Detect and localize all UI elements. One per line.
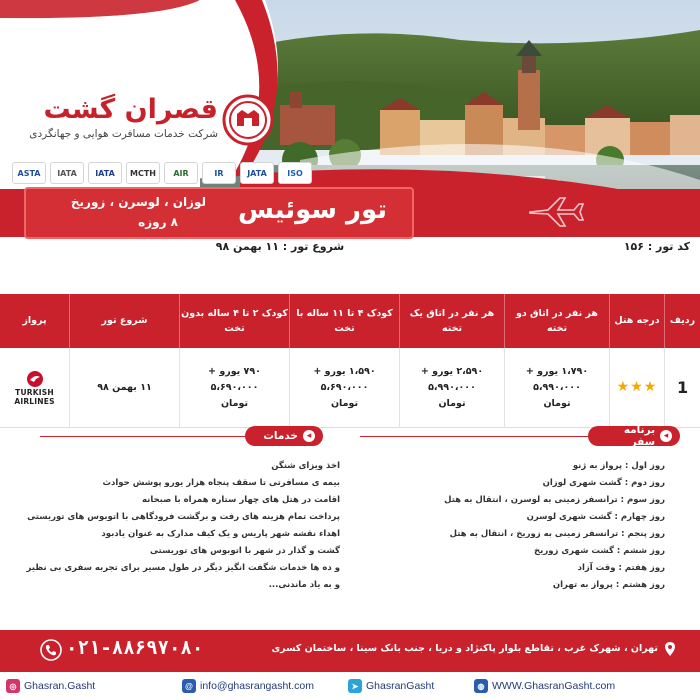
- instagram-icon: ◎: [6, 679, 20, 693]
- list-item: روز هفتم : وقت آزاد: [577, 563, 665, 573]
- badge-aviation-icon: AIR: [164, 162, 198, 184]
- header-grade: درجه هتل: [610, 294, 665, 348]
- list-item: اخذ ویزای شنگن: [271, 461, 340, 471]
- table-header: [0, 294, 700, 348]
- instagram-contact[interactable]: [6, 678, 95, 694]
- globe-icon: ◍: [474, 679, 488, 693]
- list-item: روز هشتم : پرواز به تهران: [552, 580, 665, 590]
- airline-cell: [0, 348, 70, 428]
- tour-cities: لوزان ، لوسرن ، زوریخ: [70, 195, 206, 209]
- tour-duration: ۸ روزه: [138, 215, 178, 229]
- list-item: روز چهارم : گشت شهری لوسرن: [526, 512, 665, 522]
- price-child-4-11: ۱،۵۹۰ یورو + ۵،۶۹۰،۰۰۰ تومان: [290, 348, 400, 428]
- badge-iata-icon: IATA: [50, 162, 84, 184]
- instagram-handle: Ghasran.Gasht: [24, 680, 96, 692]
- arrow-left-icon: ◂: [660, 430, 672, 442]
- header-start: شروع تور: [70, 294, 180, 348]
- header-child-4-11: کودک ۴ تا ۱۱ ساله با تخت: [290, 294, 400, 348]
- email-icon: @: [182, 679, 196, 693]
- header-row: ردیف: [669, 315, 696, 327]
- brand-block: [18, 90, 268, 150]
- price-single: ۲،۵۹۰ یورو + ۵،۹۹۰،۰۰۰ تومان: [400, 348, 505, 428]
- price-double: ۱،۷۹۰ یورو + ۵،۹۹۰،۰۰۰ تومان: [505, 348, 610, 428]
- telegram-contact[interactable]: [348, 678, 434, 694]
- list-item: روز دوم : گشت شهری لوزان: [542, 478, 665, 488]
- header-hero: [0, 0, 700, 215]
- header-double: هر نفر در اتاق دو تخته: [505, 294, 610, 348]
- services-heading: [245, 426, 323, 446]
- tour-title: تور سوئیس: [237, 195, 388, 225]
- tour-start-date: شروع تور : ۱۱ بهمن ۹۸: [215, 240, 345, 253]
- list-item: پرداخت تمام هزینه های رفت و برگشت فرودگاهی با اتوبوس های توریستی: [27, 512, 340, 522]
- airline-name: TURKISH AIRLINES: [14, 388, 55, 406]
- list-item: روز ششم : گشت شهری زوریخ: [534, 546, 665, 556]
- tour-code: کد تور : ۱۵۶: [623, 240, 690, 253]
- list-item: گشت و گذار در شهر با اتوبوس های توریستی: [150, 546, 340, 556]
- website-contact[interactable]: [474, 678, 615, 694]
- list-item: روز اول : پرواز به ژنو: [572, 461, 665, 471]
- email-contact[interactable]: [182, 678, 314, 694]
- program-divider: [360, 436, 588, 437]
- turkish-airlines-icon: [25, 370, 45, 388]
- location-pin-icon: [664, 642, 676, 656]
- header-single: هر نفر در اتاق یک تخته: [400, 294, 505, 348]
- table-row: [0, 348, 700, 428]
- badge-asta-icon: ASTA: [12, 162, 46, 184]
- services-title: خدمات: [263, 430, 298, 442]
- badge-air-icon: IR: [202, 162, 236, 184]
- program-title: برنامه سفر: [623, 424, 656, 448]
- row-index: 1: [676, 378, 689, 398]
- list-item: بیمه ی مسافرتی تا سقف پنجاه هزار یورو پوشش حوادث: [102, 478, 340, 488]
- accreditation-badges: [12, 160, 312, 186]
- brand-emblem-icon: [222, 94, 274, 146]
- phone-icon: [40, 639, 62, 661]
- header-flight: پرواز: [0, 294, 70, 348]
- email-address: info@ghasrangasht.com: [200, 680, 314, 692]
- office-address: تهران ، شهرک غرب ، تقاطع بلوار پاکنژاد و دریا ، جنب بانک سینا ، ساختمان کسری: [271, 643, 658, 654]
- telegram-icon: ➤: [348, 679, 362, 693]
- list-item: روز سوم : ترانسفر زمینی به لوسرن ، انتقال به هتل: [444, 495, 665, 505]
- arrow-left-icon: ◂: [303, 430, 315, 442]
- website-url: WWW.GhasranGasht.com: [492, 680, 616, 692]
- airplane-icon: [526, 194, 586, 230]
- list-item: و به یاد ماندنی...: [268, 580, 340, 590]
- hotel-stars: ★★★: [610, 348, 665, 428]
- airline-logo: [0, 370, 69, 406]
- services-list: [26, 458, 340, 594]
- list-item: روز پنجم : ترانسفر زمینی به زوریخ ، انتقال به هتل: [449, 529, 665, 539]
- badge-ministry-icon: MCTH: [126, 162, 160, 184]
- list-item: اهداء نقشه شهر پاریس و یک کیف مدارک به عنوان یادبود: [101, 529, 340, 539]
- price-child-2-4: ۷۹۰ یورو + ۵،۶۹۰،۰۰۰ تومان: [180, 348, 290, 428]
- start-date-cell: ۱۱ بهمن ۹۸: [70, 348, 180, 428]
- badge-jata-icon: JATA: [240, 162, 274, 184]
- badge-iata-blue-icon: IATA: [88, 162, 122, 184]
- brand-name: قصران گشت: [43, 94, 218, 125]
- services-divider: [40, 436, 245, 437]
- brand-subtitle: شرکت خدمات مسافرت هوایی و جهانگردی: [29, 128, 218, 140]
- program-heading: [588, 426, 680, 446]
- list-item: اقامت در هتل های چهار ستاره همراه با صبحانه: [142, 495, 340, 505]
- header-child-2-4: کودک ۲ تا ۴ ساله بدون تخت: [180, 294, 290, 348]
- badge-iso-icon: ISO: [278, 162, 312, 184]
- list-item: و ده ها خدمات شگفت انگیز دیگر در طول مسیر برای تجربه سفری بی نظیر: [26, 563, 340, 573]
- telegram-handle: GhasranGasht: [366, 680, 435, 692]
- program-list: [360, 458, 665, 594]
- phone-number[interactable]: ۰۲۱-۸۸۶۹۷۰۸۰: [66, 637, 204, 659]
